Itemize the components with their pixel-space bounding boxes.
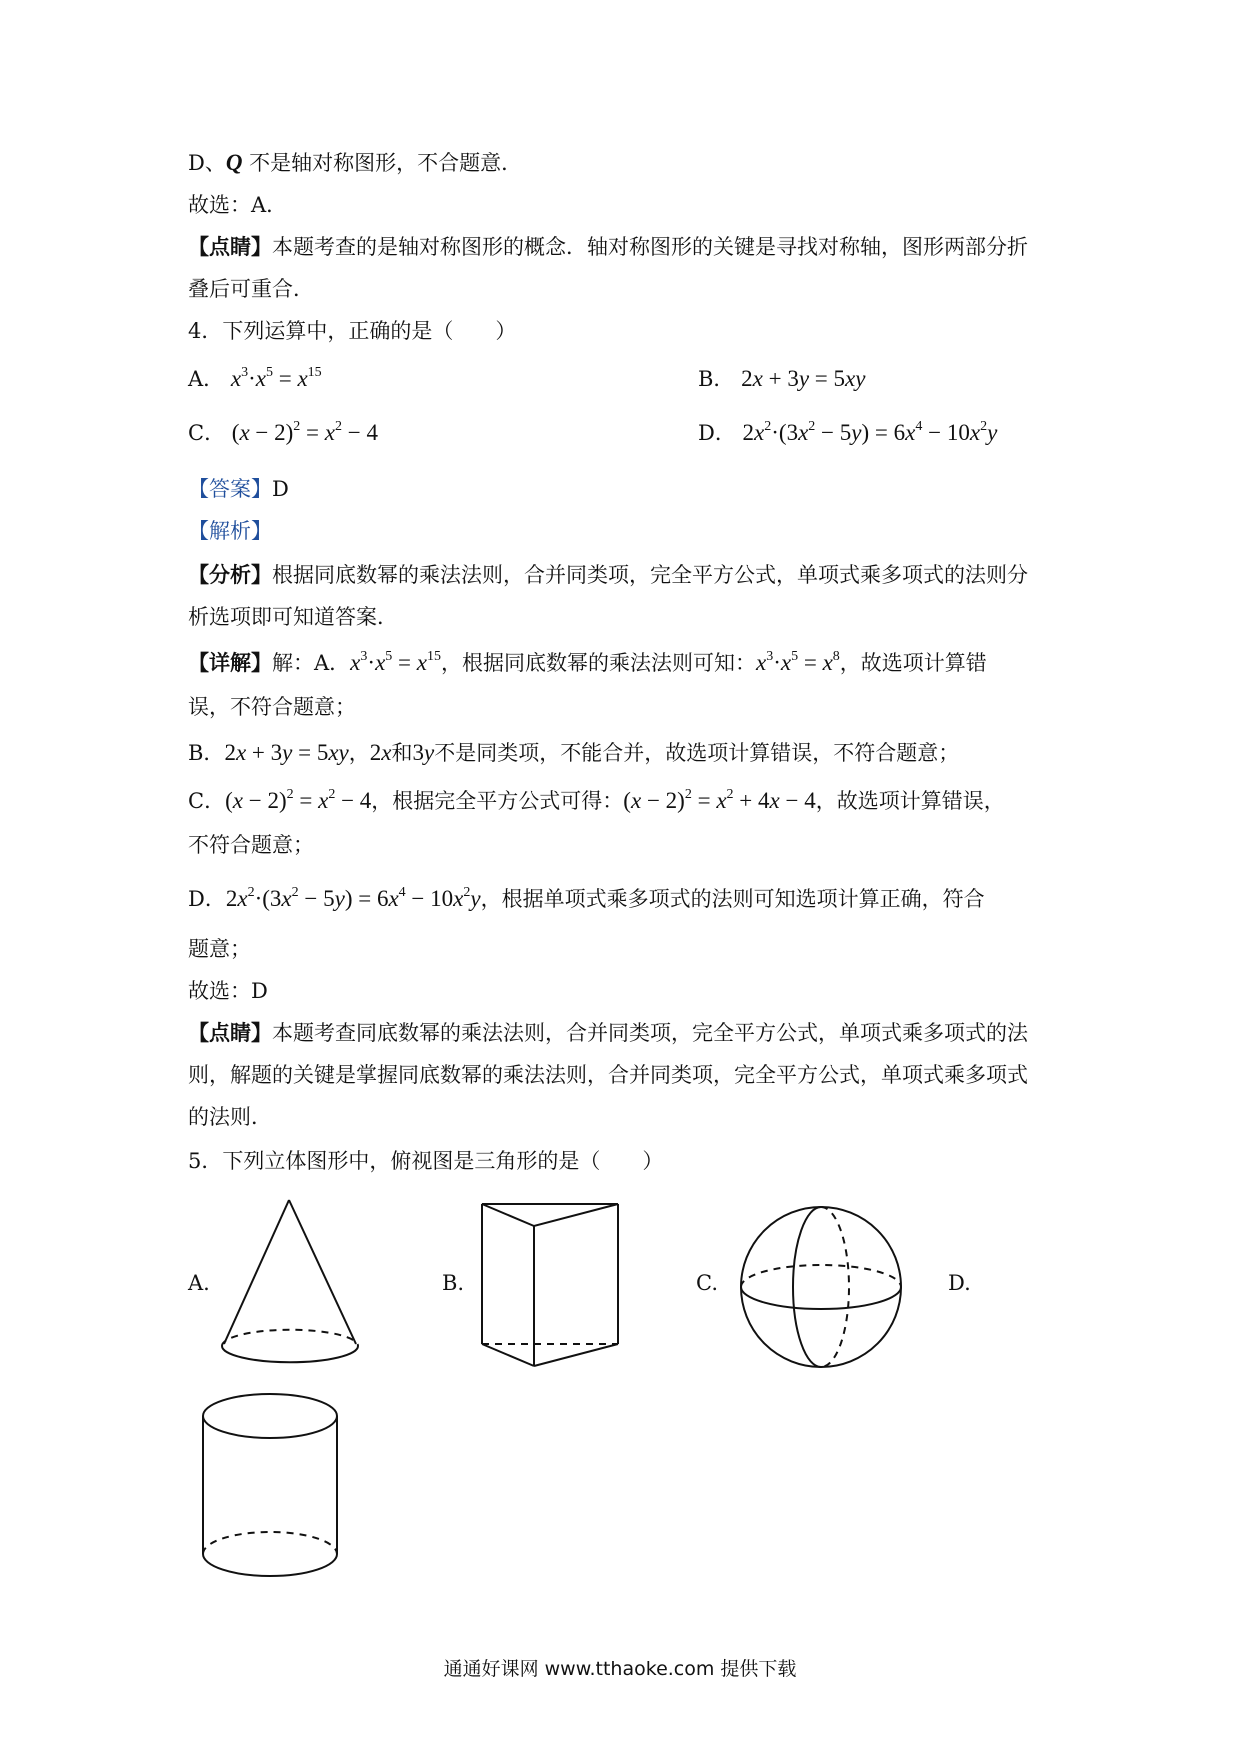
fenxi-2: 析选项即可知道答案． xyxy=(188,605,398,629)
xiangjie-d: D．$2x^2\cdot(3x^2 - 5y) = 6x^4 - 10x^2y$，根据单项式乘多项式的法则可知选项计算正确，符合 xyxy=(188,885,985,911)
option-4d-math: $2x^2\cdot(3x^2 - 5y) = 6x^4 - 10x^2y$ xyxy=(742,419,998,445)
cone-icon xyxy=(214,1196,364,1374)
xiangjie-a-cont: 误，不符合题意； xyxy=(188,695,356,719)
option-4b: B． 2x + 3y = 5xy xyxy=(698,366,866,391)
option-4a-math: $x^3\cdot x^5 = x^{15}$ xyxy=(230,365,322,391)
xiangjie-b: B．2x + 3y = 5xy，2x和3y不是同类项，不能合并，故选项计算错误，不符合题意； xyxy=(188,740,960,765)
xiangjie-d-cont: 题意； xyxy=(188,937,251,961)
page-footer: 通通好课网 www.tthaoke.com 提供下载 xyxy=(443,1658,797,1680)
option-4a: A． $x^3\cdot x^5 = x^{15}$ xyxy=(188,365,322,391)
dianjing-1: 【点睛】本题考查的是轴对称图形的概念．轴对称图形的关键是寻找对称轴，图形两部分折 xyxy=(188,234,1028,259)
option-5d-label: D. xyxy=(948,1271,971,1295)
triangular-prism-icon xyxy=(478,1200,628,1378)
dianjing-2-cont2: 的法则． xyxy=(188,1105,272,1129)
math-q: Q xyxy=(225,150,243,175)
line-choose-a: 故选：A． xyxy=(188,193,288,217)
cylinder-icon xyxy=(196,1390,346,1590)
xiangjie-c: C．$(x - 2)^2 = x^2 - 4$，根据完全平方公式可得：$(x - 2)^2 = x^2 + 4x - 4$，故选项计算错误， xyxy=(188,787,1005,813)
option-4b-math: 2x + 3y = 5xy xyxy=(741,366,866,391)
question-4-stem: 4．下列运算中，正确的是（ ） xyxy=(188,319,517,343)
fenxi-1: 【分析】根据同底数幂的乘法法则，合并同类项，完全平方公式，单项式乘多项式的法则分 xyxy=(188,562,1028,587)
xiangjie-a: 【详解】解：A．$x^3\cdot x^5 = x^{15}$，根据同底数幂的乘法法则可知：$x^3\cdot x^5 = x^8$，故选项计算错 xyxy=(188,649,987,675)
question-5-stem: 5．下列立体图形中，俯视图是三角形的是（ ） xyxy=(188,1149,664,1173)
option-4d: D． $2x^2\cdot(3x^2 - 5y) = 6x^4 - 10x^2y$ xyxy=(698,419,998,445)
line-d-not-symmetric: D、Q 不是轴对称图形，不合题意． xyxy=(188,150,523,175)
line-choose-d: 故选：D xyxy=(188,979,268,1003)
dianjing-2: 【点睛】本题考查同底数幂的乘法法则，合并同类项，完全平方公式，单项式乘多项式的法 xyxy=(188,1020,1028,1045)
option-4c: C． $(x - 2)^2 = x^2 - 4$ xyxy=(188,419,378,445)
sphere-icon xyxy=(736,1202,906,1372)
option-4c-math: $(x - 2)^2 = x^2 - 4$ xyxy=(231,419,378,445)
option-5a-label: A. xyxy=(188,1271,210,1295)
dianjing-1-cont: 叠后可重合． xyxy=(188,277,314,301)
option-5b-label: B. xyxy=(442,1271,465,1295)
xiangjie-c-cont: 不符合题意； xyxy=(188,833,314,857)
analysis-tag: 【解析】 xyxy=(188,519,272,543)
option-5c-label: C. xyxy=(696,1271,718,1295)
answer-line: 【答案】D xyxy=(188,477,289,501)
dianjing-2-cont1: 则，解题的关键是掌握同底数幂的乘法法则，合并同类项，完全平方公式，单项式乘多项式 xyxy=(188,1063,1028,1087)
